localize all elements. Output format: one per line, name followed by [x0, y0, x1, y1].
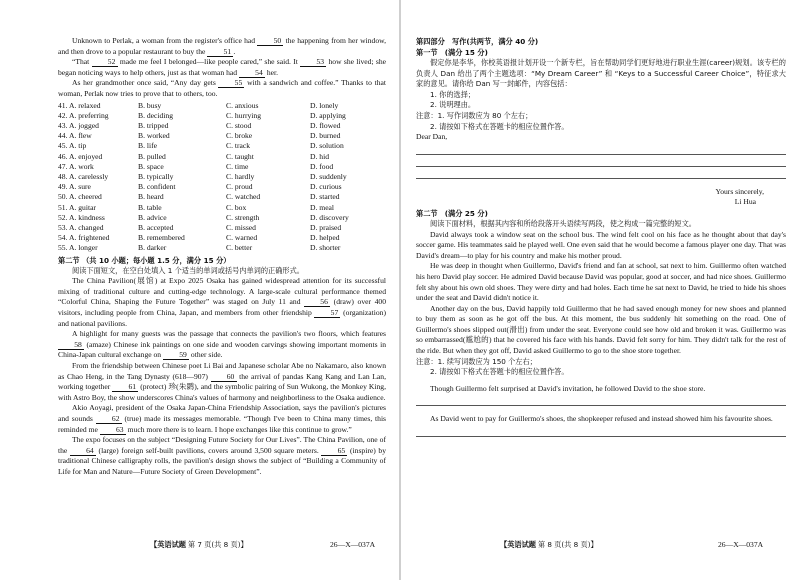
option-choice[interactable]: D. hid [310, 151, 329, 161]
cloze-paragraph-2 [58, 57, 386, 78]
note-1: 注意：1. 续写词数应为 150 个左右； [416, 356, 537, 366]
blank-55[interactable]: 55 [218, 78, 244, 88]
option-choice[interactable]: B. table [138, 202, 162, 212]
answer-line[interactable] [416, 436, 786, 437]
option-choice[interactable]: D. praised [310, 223, 342, 232]
passage-paragraph-5 [58, 435, 386, 477]
option-choice[interactable]: C. missed [226, 223, 256, 232]
text: (protect) 珍(朱鹮), and the symbolic pairing of Sun Wukong, the Monkey King, with Astro Boy, the show underscores China's values of harmony and neighborliness to the Osaka audience. [58, 382, 386, 402]
option-choice[interactable]: B. remembered [138, 233, 185, 243]
option-choice[interactable]: D. discovery [310, 212, 349, 222]
option-choice[interactable]: 50. A. cheered [58, 192, 102, 202]
option-choice[interactable]: 45. A. tip [58, 141, 87, 151]
option-choice[interactable]: 44. A. flew [58, 131, 92, 141]
text: (inspire) by traditional Chinese calligraphy rolls, the pavilion's design shows the subject of “Building a Community of Life for Man and Nature—Future Society of Green Development”. [58, 445, 386, 476]
text: The China Pavilion(展馆) at Expo 2025 Osaka has gained widespread attention for its successful mixing of traditional culture and cutting-edge technology. A large-scale cultural performance themed “Colorful China, Shaping the Future Together” was staged on July 11 and [58, 276, 386, 307]
blank-50[interactable]: 50 [257, 36, 283, 46]
blank-60[interactable]: 60 [211, 372, 237, 382]
section-2-heading: 第二节 （共 10 小题；每小题 1.5 分，满分 15 分） [58, 255, 231, 265]
option-choice[interactable]: C. hurrying [226, 110, 262, 120]
option-row [58, 111, 386, 121]
blank-61[interactable]: 61 [112, 382, 138, 392]
option-choice[interactable]: D. food [310, 161, 334, 171]
blank-65[interactable]: 65 [321, 446, 347, 456]
option-choice[interactable]: D. applying [310, 110, 346, 120]
option-choice[interactable]: 48. A. carelessly [58, 171, 109, 181]
option-choice[interactable]: B. confident [138, 182, 176, 192]
option-row [58, 152, 386, 162]
passage-paragraph-4 [58, 403, 386, 435]
option-choice[interactable]: 55. A. longer [58, 243, 98, 253]
option-choice[interactable]: B. deciding [138, 110, 174, 120]
option-choice[interactable]: D. shorter [310, 243, 341, 253]
option-choice[interactable]: B. typically [138, 171, 174, 181]
page-8-footer-code: 26—X—037A [718, 540, 764, 549]
option-choice[interactable]: B. advice [138, 212, 167, 222]
option-row [58, 243, 386, 253]
option-choice[interactable]: C. hardly [226, 171, 255, 181]
option-row [58, 172, 386, 182]
option-choice[interactable]: B. tripped [138, 120, 169, 130]
option-row [58, 213, 386, 223]
blank-54[interactable]: 54 [239, 68, 265, 78]
option-choice[interactable]: 42. A. preferring [58, 110, 109, 120]
blank-53[interactable]: 53 [300, 57, 326, 67]
option-choice[interactable]: D. lonely [310, 100, 339, 110]
option-row [58, 203, 386, 213]
option-choice[interactable]: D. burned [310, 131, 341, 141]
options-table [58, 101, 386, 254]
option-choice[interactable]: 54. A. frightened [58, 233, 110, 243]
text: “That [72, 57, 92, 67]
text: From the friendship between Chinese poet Li Bai and Japanese scholar Abe no Nakamaro, also known as Chao Heng, in the Tang Dynasty (618—907) [58, 360, 386, 381]
option-choice[interactable]: 46. A. enjoyed [58, 151, 103, 161]
option-choice[interactable]: D. suddenly [310, 171, 347, 181]
note-2: 2. 请按如下格式在答题卡的相应位置作答。 [430, 121, 569, 131]
letter-closing: Yours sincerely, [715, 186, 764, 196]
text: other side. [189, 350, 223, 360]
footer-title: 【英语试题 [500, 540, 536, 549]
option-row [58, 233, 386, 243]
passage-paragraph-3 [58, 361, 386, 403]
part-4-heading: 第四部分 写作(共两节，满分 40 分) [416, 37, 539, 46]
option-row [58, 162, 386, 172]
blank-63[interactable]: 63 [100, 425, 126, 435]
option-choice[interactable]: B. heard [138, 192, 164, 202]
footer-page-number: 第 7 页(共 8 页)】 [187, 540, 248, 549]
option-choice[interactable]: B. pulled [138, 151, 166, 161]
option-choice[interactable]: 53. A. changed [58, 223, 104, 232]
option-choice[interactable]: B. worked [138, 131, 170, 141]
option-row [58, 121, 386, 131]
option-choice[interactable]: D. curious [310, 182, 342, 192]
option-choice[interactable]: C. box [226, 202, 247, 212]
text: (amaze) Chinese ink paintings on one side and wooden carvings showing important moments in China-Japan cultural exchange on [58, 339, 386, 360]
option-row [58, 101, 386, 111]
option-choice[interactable]: 43. A. jogged [58, 120, 99, 130]
option-choice[interactable]: C. stood [226, 120, 252, 130]
option-choice[interactable]: D. meal [310, 202, 335, 212]
blank-64[interactable]: 64 [70, 446, 96, 456]
page-7-footer [150, 540, 248, 550]
option-choice[interactable]: C. anxious [226, 100, 259, 110]
option-choice[interactable]: D. started [310, 192, 340, 202]
prompt-point-1: 1. 你的选择； [430, 89, 476, 99]
prompt-point-2: 2. 说明理由。 [430, 100, 476, 110]
footer-page-number: 第 8 页(共 8 页)】 [537, 540, 598, 549]
section-2-instruction: 阅读下面短文，在空白处填入 1 个适当的单词或括号内单词的正确形式。 [72, 265, 304, 275]
text: The expo focuses on the subject “Designing Future Society for Our Lives”. The China Pavilion, one of the [58, 435, 386, 455]
answer-line[interactable] [416, 178, 786, 179]
story-paragraph-1: David always took a window seat on the school bus. The wind felt cool on his face as he thought about that day's soccer game. His teammates said he played well. One even said that he would become a famous player one day. That was David's dream—to play for his country and make his mother proud. [416, 229, 786, 260]
section-2-instruction: 阅读下面材料，根据其内容和所给段落开头语续写两段，使之构成一篇完整的短文。 [430, 218, 696, 228]
footer-title: 【英语试题 [150, 540, 186, 549]
option-row [58, 182, 386, 192]
option-choice[interactable]: B. accepted [138, 223, 174, 232]
option-row [58, 131, 386, 141]
text: (organization) and national pavilions. [58, 307, 386, 328]
story-paragraph-3: Another day on the bus, David happily told Guillermo that he had saved enough money for new shoes and planned to buy them as soon as he got off the bus. At this moment, the bus suddenly hit something on the road. One of Guillermo's shoes slipped out(滑出) from under the seat. Everyone could see how old and broken it was. Guillermo was so embarrassed(尴尬的) that he covered his face with his hands. David felt sorry for him. They didn't talk for the rest of the ride. But when they got off, David asked Guillermo to go to the shoe store together. [416, 303, 786, 356]
option-choice[interactable]: C. proud [226, 182, 253, 192]
text: (true) made its messages memorable. “Though I've been to China many times, this reminded me [58, 413, 387, 434]
option-choice[interactable]: B. life [138, 141, 157, 151]
text: . [233, 46, 236, 56]
blank-58[interactable]: 58 [58, 340, 84, 350]
answer-line[interactable] [416, 154, 786, 155]
option-choice[interactable]: 41. A. relaxed [58, 100, 101, 110]
option-choice[interactable]: D. flowed [310, 120, 341, 130]
cloze-paragraph-1 [58, 36, 386, 57]
section-2-heading: 第二节 (满分 25 分) [416, 208, 488, 218]
option-choice[interactable]: 49. A. sure [58, 182, 91, 192]
passage-paragraph-2 [58, 329, 386, 361]
option-choice[interactable]: B. space [138, 161, 164, 171]
answer-line[interactable] [416, 405, 786, 406]
option-choice[interactable]: 51. A. guitar [58, 202, 96, 212]
option-row [58, 192, 386, 202]
option-choice[interactable]: C. broke [226, 131, 253, 141]
text: As her grandmother once said, “Any day gets [72, 78, 219, 88]
option-row [58, 223, 386, 233]
text: made me feel I belonged—like people cared,” she said. It [117, 57, 301, 67]
option-choice[interactable]: C. taught [226, 151, 254, 161]
option-choice[interactable]: 52. A. kindness [58, 212, 105, 222]
story-paragraph-2: He was deep in thought when Guillermo, David's friend and fan at school, sat next to him. Guillermo often watched his hero David play soccer. He admired David because David was popular, good at soccer, and had nice shoes. Guillermo felt shy about his own old shoes. They were dirty and had holes. Each time he sat next to David, he tried to hide his shoes under the seat and David didn't notice it. [416, 261, 786, 303]
text: Akio Aoyagi, president of the Osaka Japan-China Friendship Association, says the pavilion's pictures and sounds [58, 403, 386, 423]
option-choice[interactable]: 47. A. work [58, 161, 94, 171]
section-1-prompt: 假定你是李华，你校英语报计划开设一个新专栏，旨在帮助同学们更好地进行职业生涯(career)规划。该专栏的负责人 Dan 给出了两个主题选项：“My Dream Career” 和 “Keys to a Successful Career Choice”，特征求大家的意见。请你给 Dan 写一封邮件，内容包括： [416, 58, 786, 89]
continuation-opening-1: Though Guillermo felt surprised at David's invitation, he followed David to the shoe store. [430, 383, 706, 393]
option-choice[interactable]: B. busy [138, 100, 162, 110]
text: the arrival of pandas Kang Kang and Lan Lan, working together [58, 371, 386, 392]
blank-59[interactable]: 59 [163, 350, 189, 360]
note-2: 2. 请按如下格式在答题卡的相应位置作答。 [430, 367, 569, 377]
blank-51[interactable]: 51 [207, 47, 233, 57]
letter-signature: Li Hua [734, 197, 756, 207]
cloze-paragraph-3 [58, 78, 386, 99]
text: Unknown to Perlak, a woman from the register's office had [72, 36, 258, 45]
option-choice[interactable]: C. time [226, 161, 249, 171]
letter-greeting: Dear Dan, [416, 132, 448, 142]
option-choice[interactable]: C. strength [226, 212, 260, 222]
blank-56[interactable]: 56 [304, 297, 330, 307]
blank-52[interactable]: 52 [92, 57, 118, 67]
passage-paragraph-1 [58, 276, 386, 329]
option-choice[interactable]: C. better [226, 243, 253, 253]
option-choice[interactable]: D. helped [310, 233, 340, 243]
page-8-footer [500, 540, 598, 550]
page-7-footer-code: 26—X—037A [330, 540, 376, 549]
option-choice[interactable]: D. solution [310, 141, 344, 151]
option-choice[interactable]: C. track [226, 141, 251, 151]
text: how she lived; she began noticing ways to help others, just as that woman had [58, 57, 387, 77]
option-choice[interactable]: B. darker [138, 243, 167, 253]
page-8 [400, 0, 800, 580]
text: the happening from her window, and then drove to a popular restaurant to buy the [58, 36, 387, 56]
continuation-opening-2: As David went to pay for Guillermo's shoes, the shopkeeper refused and instead showed him his favourite shoes. [430, 414, 773, 424]
text: with a sandwich and coffee.” Thanks to that woman, Perlak now tries to prove that to others, too. [58, 78, 387, 98]
text: (draw) over 400 visitors, including people from China, Japan, and members from other friendship [58, 297, 386, 317]
text: much more there is to learn. I hope exchanges like this continue to grow.” [125, 424, 352, 434]
text: A highlight for many guests was the passage that connects the pavilion's two floors, which features [72, 329, 386, 339]
option-choice[interactable]: C. warned [226, 233, 258, 243]
blank-57[interactable]: 57 [314, 308, 340, 318]
note-1: 注意：1. 写作词数应为 80 个左右； [416, 110, 533, 120]
option-row [58, 141, 386, 151]
text: (large) foreign self-built pavilions, covers around 3,500 square meters. [95, 445, 322, 455]
section-1-heading: 第一节 (满分 15 分) [416, 48, 488, 57]
blank-62[interactable]: 62 [96, 414, 122, 424]
option-choice[interactable]: C. watched [226, 192, 261, 202]
answer-line[interactable] [416, 166, 786, 167]
text: her. [264, 67, 279, 77]
